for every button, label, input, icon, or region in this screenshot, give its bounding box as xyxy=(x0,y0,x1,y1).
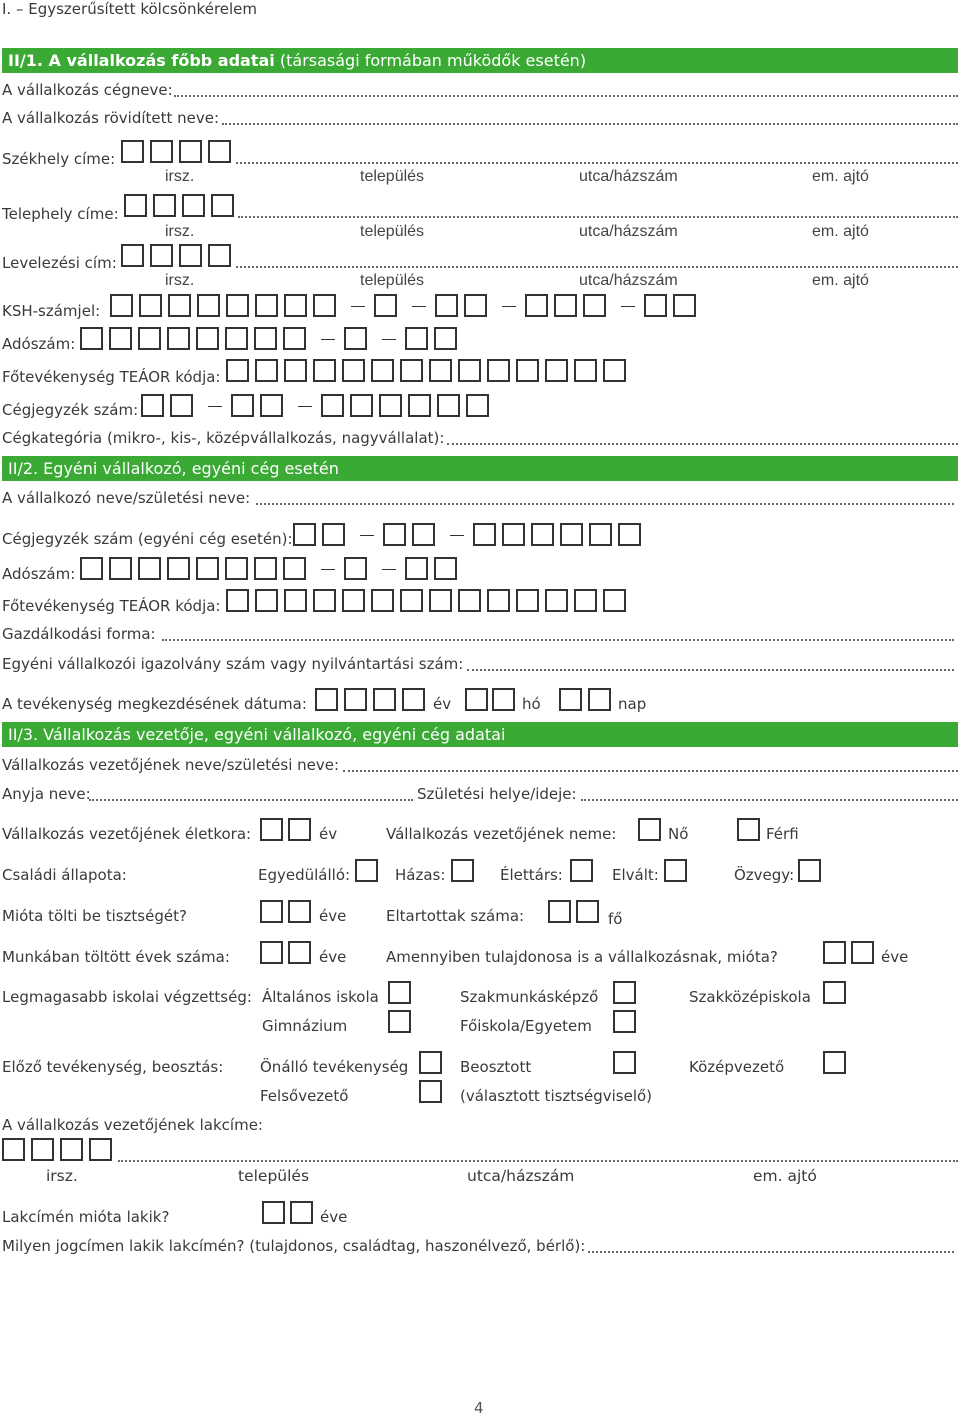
separator-dash xyxy=(321,569,335,570)
prev-middle-checkbox[interactable] xyxy=(823,1051,846,1074)
dependents-box[interactable] xyxy=(548,900,571,923)
tenure-box[interactable] xyxy=(288,900,311,923)
work-years-box[interactable] xyxy=(260,941,283,964)
registry2-digit-box[interactable] xyxy=(618,523,641,546)
home-since-box[interactable] xyxy=(290,1201,313,1224)
prev-middle-label: Középvezető xyxy=(689,1058,785,1076)
registry-digit-box[interactable] xyxy=(170,394,193,417)
site-street-caption: utca/házszám xyxy=(579,223,678,240)
prev-self-label: Önálló tevékenység xyxy=(260,1058,409,1076)
site-door-caption: em. ajtó xyxy=(812,223,869,240)
tax-digit-box[interactable] xyxy=(196,327,219,350)
owner-since-label: Amennyiben tulajdonosa is a vállalkozásnak, mióta? xyxy=(386,948,778,966)
ksh-digit-box[interactable] xyxy=(284,294,307,317)
edu-secondary-label: Szakközépiskola xyxy=(689,988,811,1006)
site-zip-box[interactable] xyxy=(182,194,205,217)
mother-name-field[interactable] xyxy=(89,799,413,801)
ksh-digit-box[interactable] xyxy=(255,294,278,317)
home-zip-box[interactable] xyxy=(89,1138,112,1161)
mail-door-caption: em. ajtó xyxy=(812,272,869,289)
ksh-digit-box[interactable] xyxy=(554,294,577,317)
page-number: 4 xyxy=(474,1399,484,1417)
seat-label: Székhely címe: xyxy=(2,150,116,168)
start-year-box[interactable] xyxy=(373,688,396,711)
ksh-label: KSH-számjel: xyxy=(2,302,101,320)
site-zip-box[interactable] xyxy=(211,194,234,217)
teaor-digit-box[interactable] xyxy=(226,359,249,382)
home-title-label: Milyen jogcímen lakik lakcímén? (tulajdonos, családtag, haszonélvező, bérlő): xyxy=(2,1237,586,1255)
separator-dash xyxy=(321,339,335,340)
teaor-digit-box[interactable] xyxy=(400,359,423,382)
company-name-field[interactable] xyxy=(174,95,958,97)
teaor-digit-box[interactable] xyxy=(545,359,568,382)
prev-job-label: Előző tevékenység, beosztás: xyxy=(2,1058,224,1076)
dependents-unit: fő xyxy=(608,910,623,928)
male-label: Férfi xyxy=(766,825,799,843)
teaor2-digit-box[interactable] xyxy=(371,589,394,612)
tax-digit-box[interactable] xyxy=(80,327,103,350)
owner-name-label: A vállalkozó neve/születési neve: xyxy=(2,489,251,507)
site-address-field[interactable] xyxy=(238,216,958,218)
prev-employee-checkbox[interactable] xyxy=(613,1051,636,1074)
registry2-label: Cégjegyzék szám (egyéni cég esetén): xyxy=(2,530,293,548)
birthplace-label: Születési helye/ideje: xyxy=(417,785,577,803)
tax-digit-box[interactable] xyxy=(138,327,161,350)
short-name-field[interactable] xyxy=(222,123,958,125)
tax-digit-box[interactable] xyxy=(254,327,277,350)
registry2-digit-box[interactable] xyxy=(560,523,583,546)
teaor-digit-box[interactable] xyxy=(458,359,481,382)
ksh-digit-box[interactable] xyxy=(583,294,606,317)
tax2-digit-box[interactable] xyxy=(196,557,219,580)
ksh-digit-box[interactable] xyxy=(110,294,133,317)
tax2-digit-box[interactable] xyxy=(344,557,367,580)
widow-checkbox[interactable] xyxy=(798,859,821,882)
seat-zip-box[interactable] xyxy=(150,140,173,163)
mail-zip-box[interactable] xyxy=(121,244,144,267)
registry2-digit-box[interactable] xyxy=(322,523,345,546)
tax2-digit-box[interactable] xyxy=(283,557,306,580)
month-unit: hó xyxy=(522,695,541,713)
tax-digit-box[interactable] xyxy=(167,327,190,350)
divorced-checkbox[interactable] xyxy=(664,859,687,882)
home-since-label: Lakcímén mióta lakik? xyxy=(2,1208,170,1226)
tax-digit-box[interactable] xyxy=(109,327,132,350)
age-unit: év xyxy=(319,825,338,843)
ksh-digit-box[interactable] xyxy=(435,294,458,317)
site-zip-caption: irsz. xyxy=(165,223,195,240)
home-zip-box[interactable] xyxy=(2,1138,25,1161)
ksh-digit-box[interactable] xyxy=(374,294,397,317)
teaor2-digit-box[interactable] xyxy=(400,589,423,612)
ksh-digit-box[interactable] xyxy=(313,294,336,317)
ksh-digit-box[interactable] xyxy=(525,294,548,317)
teaor-digit-box[interactable] xyxy=(603,359,626,382)
teaor2-digit-box[interactable] xyxy=(458,589,481,612)
teaor2-label: Főtevékenység TEÁOR kódja: xyxy=(2,597,221,615)
registry2-digit-box[interactable] xyxy=(531,523,554,546)
site-label: Telephely címe: xyxy=(2,205,119,223)
single-checkbox[interactable] xyxy=(355,859,378,882)
seat-street-caption: utca/házszám xyxy=(579,168,678,185)
ksh-digit-box[interactable] xyxy=(673,294,696,317)
teaor2-digit-box[interactable] xyxy=(313,589,336,612)
owner-since-box[interactable] xyxy=(823,941,846,964)
start-year-box[interactable] xyxy=(315,688,338,711)
seat-door-caption: em. ajtó xyxy=(812,168,869,185)
age-label: Vállalkozás vezetőjének életkora: xyxy=(2,825,252,843)
mail-street-caption: utca/házszám xyxy=(579,272,678,289)
ksh-digit-box[interactable] xyxy=(168,294,191,317)
divorced-label: Elvált: xyxy=(612,866,659,884)
short-name-label: A vállalkozás rövidített neve: xyxy=(2,109,220,127)
registry-digit-box[interactable] xyxy=(350,394,373,417)
tax-digit-box[interactable] xyxy=(405,327,428,350)
teaor2-digit-box[interactable] xyxy=(603,589,626,612)
separator-dash xyxy=(412,306,426,307)
ksh-digit-box[interactable] xyxy=(644,294,667,317)
tax2-digit-box[interactable] xyxy=(254,557,277,580)
mail-zip-box[interactable] xyxy=(150,244,173,267)
start-month-box[interactable] xyxy=(465,688,488,711)
page-header: I. – Egyszerűsített kölcsönkérelem xyxy=(2,0,258,18)
teaor-digit-box[interactable] xyxy=(574,359,597,382)
teaor2-digit-box[interactable] xyxy=(545,589,568,612)
married-label: Házas: xyxy=(395,866,446,884)
section-bar-ii-1 xyxy=(2,48,958,73)
start-date-label: A tevékenység megkezdésének dátuma: xyxy=(2,695,307,713)
seat-city-caption: település xyxy=(360,168,425,185)
registry-digit-box[interactable] xyxy=(437,394,460,417)
leader-name-field[interactable] xyxy=(343,770,958,772)
separator-dash xyxy=(351,306,365,307)
widow-label: Özvegy: xyxy=(734,866,795,884)
licence-label: Egyéni vállalkozói igazolvány szám vagy nyilvántartási szám: xyxy=(2,655,464,673)
tax2-digit-box[interactable] xyxy=(80,557,103,580)
prev-self-checkbox[interactable] xyxy=(419,1051,442,1074)
section-title-note: (társasági formában működők esetén) xyxy=(274,51,587,70)
tenure-unit: éve xyxy=(319,907,347,925)
gender-label: Vállalkozás vezetőjének neme: xyxy=(386,825,617,843)
tax2-digit-box[interactable] xyxy=(225,557,248,580)
site-city-caption: település xyxy=(360,223,425,240)
start-day-box[interactable] xyxy=(588,688,611,711)
teaor-digit-box[interactable] xyxy=(342,359,365,382)
section-bar-ii-2 xyxy=(2,456,958,481)
seat-zip-box[interactable] xyxy=(121,140,144,163)
teaor2-digit-box[interactable] xyxy=(516,589,539,612)
age-box[interactable] xyxy=(288,818,311,841)
registry2-digit-box[interactable] xyxy=(293,523,316,546)
edu-college-checkbox[interactable] xyxy=(613,1010,636,1033)
teaor-digit-box[interactable] xyxy=(255,359,278,382)
prev-senior-label: Felsővezető xyxy=(260,1087,349,1105)
teaor2-digit-box[interactable] xyxy=(226,589,249,612)
site-zip-box[interactable] xyxy=(153,194,176,217)
seat-address-field[interactable] xyxy=(236,162,958,164)
tax-label: Adószám: xyxy=(2,335,76,353)
edu-vocational-checkbox[interactable] xyxy=(613,981,636,1004)
home-zip-caption: irsz. xyxy=(46,1167,78,1185)
partner-checkbox[interactable] xyxy=(570,859,593,882)
teaor2-digit-box[interactable] xyxy=(284,589,307,612)
owner-name-field[interactable] xyxy=(256,503,954,505)
home-address-label: A vállalkozás vezetőjének lakcíme: xyxy=(2,1116,263,1134)
registry-digit-box[interactable] xyxy=(260,394,283,417)
tax-digit-box[interactable] xyxy=(434,327,457,350)
prev-senior-checkbox[interactable] xyxy=(419,1080,442,1103)
year-unit: év xyxy=(433,695,452,713)
seat-zip-box[interactable] xyxy=(208,140,231,163)
teaor2-digit-box[interactable] xyxy=(487,589,510,612)
section-title: II/2. Egyéni vállalkozó, egyéni cég esetén xyxy=(8,459,339,478)
separator-dash xyxy=(298,406,312,407)
teaor-digit-box[interactable] xyxy=(313,359,336,382)
leader-name-label: Vállalkozás vezetőjének neve/születési neve: xyxy=(2,756,340,774)
tax-digit-box[interactable] xyxy=(283,327,306,350)
separator-dash xyxy=(360,535,374,536)
separator-dash xyxy=(450,535,464,536)
start-month-box[interactable] xyxy=(492,688,515,711)
ksh-digit-box[interactable] xyxy=(139,294,162,317)
registry2-digit-box[interactable] xyxy=(473,523,496,546)
home-address-field[interactable] xyxy=(118,1160,958,1162)
category-field[interactable] xyxy=(447,443,958,445)
male-checkbox[interactable] xyxy=(737,818,760,841)
tax2-digit-box[interactable] xyxy=(109,557,132,580)
registry-digit-box[interactable] xyxy=(408,394,431,417)
mail-zip-box[interactable] xyxy=(208,244,231,267)
seat-zip-box[interactable] xyxy=(179,140,202,163)
registry2-digit-box[interactable] xyxy=(383,523,406,546)
licence-field[interactable] xyxy=(467,669,954,671)
tax-digit-box[interactable] xyxy=(225,327,248,350)
mail-label: Levelezési cím: xyxy=(2,254,117,272)
registry-label: Cégjegyzék szám: xyxy=(2,401,139,419)
registry2-digit-box[interactable] xyxy=(589,523,612,546)
dependents-label: Eltartottak száma: xyxy=(386,907,525,925)
tax2-digit-box[interactable] xyxy=(434,557,457,580)
work-years-box[interactable] xyxy=(288,941,311,964)
seat-zip-caption: irsz. xyxy=(165,168,195,185)
mail-city-caption: település xyxy=(360,272,425,289)
section-bar-ii-3 xyxy=(2,722,958,747)
single-label: Egyedülálló: xyxy=(258,866,351,884)
separator-dash xyxy=(502,306,516,307)
tax2-digit-box[interactable] xyxy=(167,557,190,580)
edu-secondary-checkbox[interactable] xyxy=(823,981,846,1004)
start-day-box[interactable] xyxy=(559,688,582,711)
home-since-box[interactable] xyxy=(262,1201,285,1224)
teaor2-digit-box[interactable] xyxy=(574,589,597,612)
start-year-box[interactable] xyxy=(402,688,425,711)
tax2-digit-box[interactable] xyxy=(138,557,161,580)
separator-dash xyxy=(208,406,222,407)
education-label: Legmagasabb iskolai végzettség: xyxy=(2,988,252,1006)
home-street-caption: utca/házszám xyxy=(467,1167,575,1185)
mail-zip-caption: irsz. xyxy=(165,272,195,289)
work-years-unit: éve xyxy=(319,948,347,966)
registry2-digit-box[interactable] xyxy=(502,523,525,546)
mother-name-label: Anyja neve: xyxy=(2,785,91,803)
teaor-digit-box[interactable] xyxy=(429,359,452,382)
ksh-digit-box[interactable] xyxy=(464,294,487,317)
business-form-field[interactable] xyxy=(162,639,954,641)
start-year-box[interactable] xyxy=(344,688,367,711)
female-label: Nő xyxy=(668,825,689,843)
home-title-field[interactable] xyxy=(588,1251,954,1253)
teaor-digit-box[interactable] xyxy=(284,359,307,382)
teaor-digit-box[interactable] xyxy=(371,359,394,382)
home-door-caption: em. ajtó xyxy=(753,1167,817,1185)
edu-grammar-checkbox[interactable] xyxy=(388,1010,411,1033)
edu-grammar-label: Gimnázium xyxy=(262,1017,348,1035)
section-title: II/3. Vállalkozás vezetője, egyéni vállalkozó, egyéni cég adatai xyxy=(8,725,506,744)
mail-zip-box[interactable] xyxy=(179,244,202,267)
owner-since-unit: éve xyxy=(881,948,909,966)
registry-digit-box[interactable] xyxy=(231,394,254,417)
marital-label: Családi állapota: xyxy=(2,866,127,884)
owner-since-box[interactable] xyxy=(851,941,874,964)
edu-primary-checkbox[interactable] xyxy=(388,981,411,1004)
tenure-label: Mióta tölti be tisztségét? xyxy=(2,907,187,925)
married-checkbox[interactable] xyxy=(451,859,474,882)
registry-digit-box[interactable] xyxy=(321,394,344,417)
tax2-digit-box[interactable] xyxy=(405,557,428,580)
edu-vocational-label: Szakmunkásképző xyxy=(460,988,599,1006)
registry-digit-box[interactable] xyxy=(141,394,164,417)
tenure-box[interactable] xyxy=(260,900,283,923)
prev-elected-label: (választott tisztségviselő) xyxy=(460,1087,653,1105)
teaor2-digit-box[interactable] xyxy=(342,589,365,612)
teaor-digit-box[interactable] xyxy=(516,359,539,382)
category-label: Cégkategória (mikro-, kis-, középvállalkozás, nagyvállalat): xyxy=(2,429,445,447)
section-title: II/1. A vállalkozás főbb adatai xyxy=(8,51,275,70)
dependents-box[interactable] xyxy=(576,900,599,923)
home-city-caption: település xyxy=(238,1167,310,1185)
edu-primary-label: Általános iskola xyxy=(262,988,379,1006)
business-form-label: Gazdálkodási forma: xyxy=(2,625,156,643)
registry-digit-box[interactable] xyxy=(379,394,402,417)
site-zip-box[interactable] xyxy=(124,194,147,217)
teaor2-digit-box[interactable] xyxy=(255,589,278,612)
teaor2-digit-box[interactable] xyxy=(429,589,452,612)
work-years-label: Munkában töltött évek száma: xyxy=(2,948,230,966)
teaor-digit-box[interactable] xyxy=(487,359,510,382)
tax-digit-box[interactable] xyxy=(344,327,367,350)
female-checkbox[interactable] xyxy=(638,818,661,841)
home-zip-box[interactable] xyxy=(31,1138,54,1161)
registry2-digit-box[interactable] xyxy=(412,523,435,546)
registry-digit-box[interactable] xyxy=(466,394,489,417)
ksh-digit-box[interactable] xyxy=(197,294,220,317)
partner-label: Élettárs: xyxy=(500,866,563,884)
ksh-digit-box[interactable] xyxy=(226,294,249,317)
company-name-label: A vállalkozás cégneve: xyxy=(2,81,173,99)
separator-dash xyxy=(382,339,396,340)
home-since-unit: éve xyxy=(320,1208,348,1226)
birthplace-field[interactable] xyxy=(581,799,958,801)
home-zip-box[interactable] xyxy=(60,1138,83,1161)
day-unit: nap xyxy=(618,695,647,713)
tax2-label: Adószám: xyxy=(2,565,76,583)
prev-employee-label: Beosztott xyxy=(460,1058,532,1076)
mail-address-field[interactable] xyxy=(236,266,958,268)
separator-dash xyxy=(621,306,635,307)
age-box[interactable] xyxy=(260,818,283,841)
edu-college-label: Főiskola/Egyetem xyxy=(460,1017,592,1035)
teaor-label: Főtevékenység TEÁOR kódja: xyxy=(2,368,221,386)
separator-dash xyxy=(382,569,396,570)
